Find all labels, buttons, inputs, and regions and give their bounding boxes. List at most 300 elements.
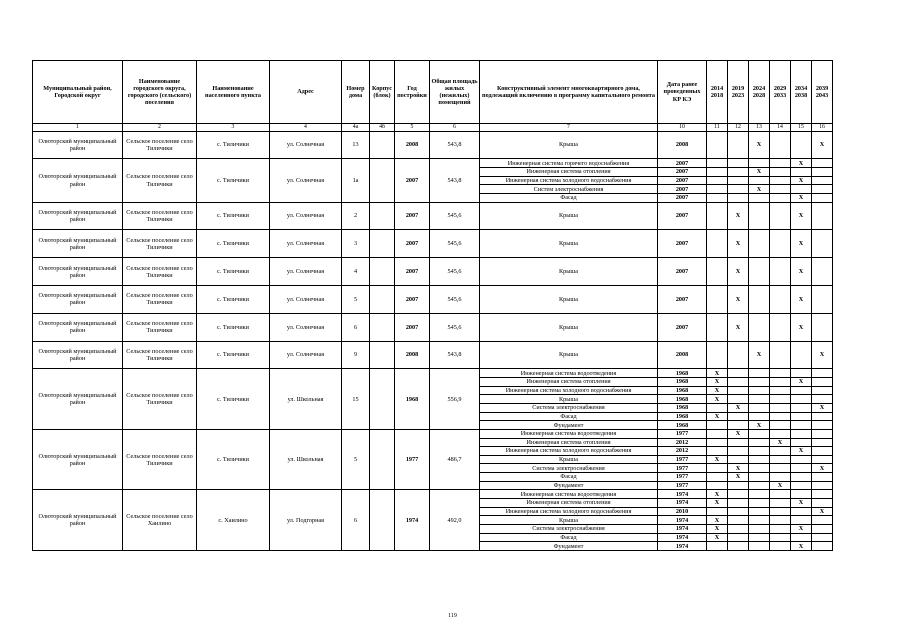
previous-repair-date-cell: 2007 (658, 286, 707, 314)
structural-element-cell: Крыша (480, 230, 658, 258)
period-mark-cell (707, 404, 728, 413)
table-row (33, 313, 833, 341)
area-cell: 556,9 (430, 369, 480, 429)
period-mark-cell (770, 421, 791, 430)
period-mark-cell (728, 490, 749, 499)
period-mark-cell: X (707, 386, 728, 395)
period-mark-cell (791, 369, 812, 378)
period-mark-cell (707, 341, 728, 369)
previous-repair-date-cell: 1974 (658, 516, 707, 525)
previous-repair-date-cell: 1974 (658, 533, 707, 542)
period-mark-cell (749, 533, 770, 542)
period-mark-cell (812, 542, 833, 551)
period-mark-cell (749, 490, 770, 499)
period-mark-cell (770, 533, 791, 542)
year-built-cell: 2007 (395, 159, 430, 202)
period-mark-cell: X (707, 395, 728, 404)
period-mark-cell (749, 499, 770, 508)
period-mark-cell (707, 464, 728, 473)
period-mark-cell: X (707, 455, 728, 464)
period-mark-cell: X (749, 131, 770, 159)
period-mark-cell (749, 438, 770, 447)
settlement-cell: Сельское поселение село Тиличики (123, 286, 197, 314)
period-mark-cell (728, 168, 749, 177)
period-mark-cell: X (728, 464, 749, 473)
period-mark-cell: X (728, 429, 749, 438)
header-total-area: Общая площадь жилых (нежилых) помещений (430, 61, 480, 124)
period-mark-cell (791, 464, 812, 473)
header-period-2024-2028: 2024 2028 (749, 61, 770, 124)
district-cell: Олюторский муниципальный район (33, 369, 123, 429)
period-mark-cell (728, 131, 749, 159)
period-mark-cell (770, 473, 791, 482)
period-mark-cell: X (791, 194, 812, 203)
period-mark-cell: X (707, 490, 728, 499)
period-mark-cell (707, 286, 728, 314)
structural-element-cell: Крыша (480, 286, 658, 314)
structural-element-cell: Система электроснабжения (480, 404, 658, 413)
period-mark-cell (728, 507, 749, 516)
period-mark-cell (749, 447, 770, 456)
column-number-row (33, 124, 833, 132)
structural-element-cell: Фундамент (480, 421, 658, 430)
period-mark-cell (728, 438, 749, 447)
period-mark-cell (791, 386, 812, 395)
period-mark-cell: X (728, 258, 749, 286)
table-row (33, 230, 833, 258)
period-mark-cell: X (791, 313, 812, 341)
period-mark-cell (707, 230, 728, 258)
area-cell: 492,0 (430, 490, 480, 550)
period-mark-cell (791, 516, 812, 525)
period-mark-cell (812, 168, 833, 177)
period-mark-cell (812, 185, 833, 194)
settlement-cell: Сельское поселение село Тиличики (123, 313, 197, 341)
locality-cell: с. Тиличики (197, 286, 270, 314)
period-mark-cell (728, 524, 749, 533)
period-mark-cell (791, 481, 812, 490)
previous-repair-date-cell: 2008 (658, 341, 707, 369)
period-mark-cell (770, 412, 791, 421)
period-mark-cell (707, 159, 728, 168)
period-mark-cell (749, 455, 770, 464)
area-cell: 545,6 (430, 286, 480, 314)
column-number: 13 (749, 124, 770, 132)
period-mark-cell: X (707, 524, 728, 533)
previous-repair-date-cell: 1968 (658, 421, 707, 430)
header-period-2034-2038: 2034 2038 (791, 61, 812, 124)
previous-repair-date-cell: 2007 (658, 194, 707, 203)
block-cell (370, 159, 395, 202)
table-row (33, 258, 833, 286)
header-settlement: Наименование городского округа, городского (сельского) поселения (123, 61, 197, 124)
street-cell: ул. Солнечная (270, 159, 342, 202)
structural-element-cell: Крыша (480, 341, 658, 369)
previous-repair-date-cell: 2007 (658, 258, 707, 286)
period-mark-cell: X (812, 507, 833, 516)
column-number: 11 (707, 124, 728, 132)
period-mark-cell: X (728, 404, 749, 413)
area-cell: 545,6 (430, 202, 480, 230)
street-cell: ул. Солнечная (270, 341, 342, 369)
structural-element-cell: Фасад (480, 533, 658, 542)
period-mark-cell (707, 194, 728, 203)
table-row (33, 369, 833, 378)
previous-repair-date-cell: 1968 (658, 386, 707, 395)
previous-repair-date-cell: 1968 (658, 395, 707, 404)
header-row (33, 61, 833, 124)
structural-element-cell: Фасад (480, 412, 658, 421)
period-mark-cell (770, 202, 791, 230)
column-number: 4б (370, 124, 395, 132)
settlement-cell: Сельское поселение село Тиличики (123, 369, 197, 429)
column-number: 3 (197, 124, 270, 132)
period-mark-cell: X (728, 473, 749, 482)
block-cell (370, 286, 395, 314)
period-mark-cell (812, 499, 833, 508)
house-number-cell: 15 (342, 369, 370, 429)
period-mark-cell: X (791, 524, 812, 533)
period-mark-cell (791, 429, 812, 438)
block-cell (370, 429, 395, 489)
period-mark-cell: X (791, 230, 812, 258)
header-house-number: Номер дома (342, 61, 370, 124)
year-built-cell: 2007 (395, 313, 430, 341)
year-built-cell: 2007 (395, 230, 430, 258)
period-mark-cell: X (728, 202, 749, 230)
year-built-cell: 2007 (395, 286, 430, 314)
period-mark-cell (749, 313, 770, 341)
year-built-cell: 1977 (395, 429, 430, 489)
block-cell (370, 313, 395, 341)
structural-element-cell: Инженерная система отопления (480, 168, 658, 177)
previous-repair-date-cell: 1974 (658, 490, 707, 499)
structural-element-cell: Инженерная система отопления (480, 499, 658, 508)
year-built-cell: 2008 (395, 341, 430, 369)
structural-element-cell: Крыша (480, 455, 658, 464)
header-period-2029-2033: 2029 2033 (770, 61, 791, 124)
period-mark-cell (770, 378, 791, 387)
area-cell: 543,8 (430, 131, 480, 159)
period-mark-cell (770, 395, 791, 404)
table-row (33, 202, 833, 230)
previous-repair-date-cell: 1974 (658, 542, 707, 551)
period-mark-cell: X (728, 230, 749, 258)
settlement-cell: Сельское поселение село Тиличики (123, 230, 197, 258)
settlement-cell: Сельское поселение село Хаилино (123, 490, 197, 550)
previous-repair-date-cell: 1968 (658, 404, 707, 413)
settlement-cell: Сельское поселение село Тиличики (123, 131, 197, 159)
header-address: Адрес (270, 61, 342, 124)
period-mark-cell (749, 202, 770, 230)
period-mark-cell: X (707, 412, 728, 421)
year-built-cell: 2008 (395, 131, 430, 159)
previous-repair-date-cell: 1977 (658, 455, 707, 464)
previous-repair-date-cell: 2012 (658, 438, 707, 447)
period-mark-cell (812, 429, 833, 438)
year-built-cell: 2007 (395, 202, 430, 230)
table-row (33, 341, 833, 369)
table-row (33, 131, 833, 159)
period-mark-cell (749, 159, 770, 168)
structural-element-cell: Инженерная система холодного водоснабжения (480, 447, 658, 456)
period-mark-cell (770, 194, 791, 203)
structural-element-cell: Крыша (480, 395, 658, 404)
street-cell: ул. Солнечная (270, 258, 342, 286)
period-mark-cell: X (728, 313, 749, 341)
area-cell: 543,8 (430, 341, 480, 369)
year-built-cell: 1974 (395, 490, 430, 550)
period-mark-cell: X (749, 168, 770, 177)
district-cell: Олюторский муниципальный район (33, 131, 123, 159)
header-block: Корпус (блок) (370, 61, 395, 124)
locality-cell: с. Тиличики (197, 341, 270, 369)
locality-cell: с. Тиличики (197, 429, 270, 489)
settlement-cell: Сельское поселение село Тиличики (123, 202, 197, 230)
period-mark-cell (728, 455, 749, 464)
period-mark-cell (791, 533, 812, 542)
house-number-cell: 6 (342, 313, 370, 341)
period-mark-cell (770, 386, 791, 395)
period-mark-cell (812, 447, 833, 456)
period-mark-cell: X (749, 341, 770, 369)
period-mark-cell (770, 313, 791, 341)
district-cell: Олюторский муниципальный район (33, 230, 123, 258)
period-mark-cell (770, 131, 791, 159)
period-mark-cell (707, 473, 728, 482)
street-cell: ул. Солнечная (270, 202, 342, 230)
period-mark-cell (812, 378, 833, 387)
period-mark-cell (707, 168, 728, 177)
period-mark-cell (749, 286, 770, 314)
street-cell: ул. Школьная (270, 429, 342, 489)
period-mark-cell: X (791, 159, 812, 168)
period-mark-cell: X (791, 499, 812, 508)
period-mark-cell (791, 131, 812, 159)
previous-repair-date-cell: 1968 (658, 378, 707, 387)
period-mark-cell (749, 524, 770, 533)
year-built-cell: 2007 (395, 258, 430, 286)
area-cell: 545,6 (430, 258, 480, 286)
previous-repair-date-cell: 1977 (658, 473, 707, 482)
period-mark-cell (812, 176, 833, 185)
block-cell (370, 490, 395, 550)
table-body (33, 124, 833, 551)
structural-element-cell: Инженерная система холодного водоснабжения (480, 386, 658, 395)
capital-repair-table (32, 60, 833, 551)
period-mark-cell (812, 313, 833, 341)
house-number-cell: 4 (342, 258, 370, 286)
period-mark-cell (770, 524, 791, 533)
period-mark-cell (770, 447, 791, 456)
period-mark-cell (749, 473, 770, 482)
street-cell: ул. Солнечная (270, 230, 342, 258)
table-row (33, 429, 833, 438)
structural-element-cell: Инженерная система водоотведения (480, 369, 658, 378)
previous-repair-date-cell: 2007 (658, 202, 707, 230)
previous-repair-date-cell: 2007 (658, 159, 707, 168)
period-mark-cell (749, 542, 770, 551)
period-mark-cell (749, 378, 770, 387)
period-mark-cell (770, 429, 791, 438)
structural-element-cell: Крыша (480, 258, 658, 286)
period-mark-cell (707, 131, 728, 159)
period-mark-cell (791, 455, 812, 464)
house-number-cell: 5 (342, 286, 370, 314)
period-mark-cell (770, 490, 791, 499)
column-number: 2 (123, 124, 197, 132)
house-number-cell: 9 (342, 341, 370, 369)
structural-element-cell: Фундамент (480, 542, 658, 551)
column-number: 14 (770, 124, 791, 132)
block-cell (370, 131, 395, 159)
period-mark-cell (728, 194, 749, 203)
period-mark-cell (812, 230, 833, 258)
column-number: 1 (33, 124, 123, 132)
period-mark-cell: X (791, 202, 812, 230)
district-cell: Олюторский муниципальный район (33, 490, 123, 550)
period-mark-cell (749, 429, 770, 438)
previous-repair-date-cell: 1974 (658, 499, 707, 508)
period-mark-cell (749, 481, 770, 490)
period-mark-cell (728, 341, 749, 369)
previous-repair-date-cell: 1968 (658, 369, 707, 378)
period-mark-cell (728, 533, 749, 542)
year-built-cell: 1968 (395, 369, 430, 429)
column-number: 6 (430, 124, 480, 132)
column-number: 16 (812, 124, 833, 132)
period-mark-cell (728, 499, 749, 508)
period-mark-cell (812, 194, 833, 203)
structural-element-cell: Крыша (480, 131, 658, 159)
period-mark-cell (812, 455, 833, 464)
period-mark-cell: X (707, 378, 728, 387)
period-mark-cell (770, 499, 791, 508)
period-mark-cell (812, 202, 833, 230)
period-mark-cell (770, 159, 791, 168)
period-mark-cell: X (791, 258, 812, 286)
period-mark-cell (812, 473, 833, 482)
period-mark-cell: X (812, 131, 833, 159)
period-mark-cell (728, 185, 749, 194)
period-mark-cell (707, 421, 728, 430)
house-number-cell: 6 (342, 490, 370, 550)
period-mark-cell (812, 286, 833, 314)
period-mark-cell (791, 421, 812, 430)
period-mark-cell (749, 176, 770, 185)
settlement-cell: Сельское поселение село Тиличики (123, 159, 197, 202)
table-row (33, 159, 833, 168)
header-previous-repair-date: Дата ранее проведенных КР КЭ (658, 61, 707, 124)
period-mark-cell: X (791, 378, 812, 387)
period-mark-cell: X (791, 286, 812, 314)
period-mark-cell (791, 507, 812, 516)
locality-cell: с. Тиличики (197, 159, 270, 202)
house-number-cell: 2 (342, 202, 370, 230)
period-mark-cell (749, 369, 770, 378)
period-mark-cell: X (707, 533, 728, 542)
period-mark-cell (728, 542, 749, 551)
period-mark-cell (749, 412, 770, 421)
locality-cell: с. Хаилино (197, 490, 270, 550)
district-cell: Олюторский муниципальный район (33, 202, 123, 230)
period-mark-cell: X (770, 481, 791, 490)
period-mark-cell (812, 481, 833, 490)
structural-element-cell: Инженерная система водоотведения (480, 429, 658, 438)
structural-element-cell: Фасад (480, 194, 658, 203)
house-number-cell: 1а (342, 159, 370, 202)
period-mark-cell (791, 473, 812, 482)
period-mark-cell (749, 404, 770, 413)
period-mark-cell (728, 395, 749, 404)
column-number: 4 (270, 124, 342, 132)
block-cell (370, 202, 395, 230)
period-mark-cell (749, 194, 770, 203)
header-period-2014-2018: 2014 2018 (707, 61, 728, 124)
period-mark-cell (770, 404, 791, 413)
settlement-cell: Сельское поселение село Тиличики (123, 341, 197, 369)
previous-repair-date-cell: 2007 (658, 230, 707, 258)
period-mark-cell (770, 286, 791, 314)
previous-repair-date-cell: 2007 (658, 168, 707, 177)
period-mark-cell: X (791, 176, 812, 185)
period-mark-cell (707, 258, 728, 286)
period-mark-cell (749, 507, 770, 516)
period-mark-cell: X (812, 464, 833, 473)
period-mark-cell: X (812, 404, 833, 413)
structural-element-cell: Инженерная система горячего водоснабжения (480, 159, 658, 168)
period-mark-cell (707, 542, 728, 551)
block-cell (370, 230, 395, 258)
period-mark-cell (707, 313, 728, 341)
period-mark-cell (812, 438, 833, 447)
structural-element-cell: Инженерная система водоотведения (480, 490, 658, 499)
district-cell: Олюторский муниципальный район (33, 341, 123, 369)
period-mark-cell (812, 421, 833, 430)
period-mark-cell: X (770, 438, 791, 447)
structural-element-cell: Инженерная система холодного водоснабжения (480, 176, 658, 185)
previous-repair-date-cell: 2010 (658, 507, 707, 516)
period-mark-cell (812, 258, 833, 286)
area-cell: 486,7 (430, 429, 480, 489)
period-mark-cell: X (707, 516, 728, 525)
period-mark-cell (770, 230, 791, 258)
header-period-2019-2023: 2019 2023 (728, 61, 749, 124)
district-cell: Олюторский муниципальный район (33, 258, 123, 286)
period-mark-cell (728, 176, 749, 185)
structural-element-cell: Систем электроснабжения (480, 185, 658, 194)
period-mark-cell (707, 176, 728, 185)
structural-element-cell: Крыша (480, 313, 658, 341)
structural-element-cell: Фасад (480, 473, 658, 482)
previous-repair-date-cell: 1977 (658, 429, 707, 438)
district-cell: Олюторский муниципальный район (33, 429, 123, 489)
period-mark-cell (707, 202, 728, 230)
period-mark-cell (770, 185, 791, 194)
house-number-cell: 13 (342, 131, 370, 159)
previous-repair-date-cell: 1974 (658, 524, 707, 533)
period-mark-cell (707, 438, 728, 447)
period-mark-cell (770, 168, 791, 177)
period-mark-cell (749, 464, 770, 473)
structural-element-cell: Инженерная система отопления (480, 378, 658, 387)
column-number: 4а (342, 124, 370, 132)
column-number: 10 (658, 124, 707, 132)
period-mark-cell: X (728, 286, 749, 314)
structural-element-cell: Инженерная система холодного водоснабжения (480, 507, 658, 516)
period-mark-cell (749, 395, 770, 404)
settlement-cell: Сельское поселение село Тиличики (123, 429, 197, 489)
